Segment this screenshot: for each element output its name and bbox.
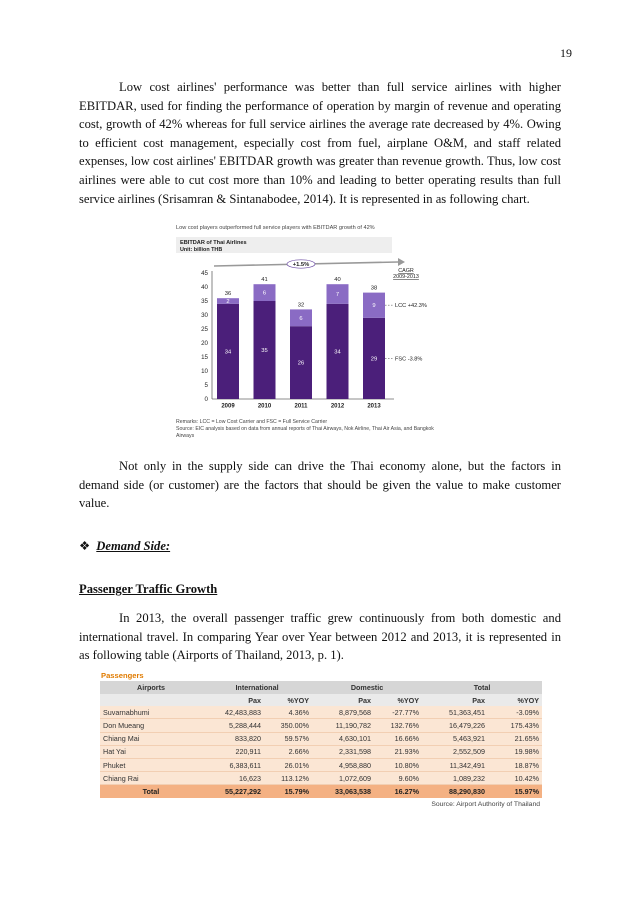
bar-total-label: 38 bbox=[370, 285, 378, 292]
table-cell: 88,290,830 bbox=[422, 785, 488, 798]
airport-name: Don Mueang bbox=[100, 719, 202, 732]
bar-total-label: 41 bbox=[261, 277, 268, 284]
passenger-traffic-heading: Passenger Traffic Growth bbox=[79, 582, 218, 596]
bar-total-label: 32 bbox=[297, 302, 305, 309]
bar-lcc-label: 7 bbox=[335, 292, 340, 298]
lcc-series-label: LCC +42.3% bbox=[395, 303, 427, 310]
sub-header-dom-pax: Pax bbox=[312, 694, 374, 706]
y-tick-label: 25 bbox=[201, 326, 208, 333]
table-cell: 26.01% bbox=[264, 758, 312, 771]
table-cell: 21.93% bbox=[374, 745, 422, 758]
diamond-bullet-icon: ❖ bbox=[79, 539, 91, 553]
table-cell: 42,483,883 bbox=[202, 706, 264, 719]
y-tick-label: 10 bbox=[201, 368, 208, 375]
table-row bbox=[100, 706, 542, 719]
cagr-period-label: 2009-2013 bbox=[393, 274, 419, 280]
ebitdar-chart bbox=[172, 218, 442, 444]
table-cell: 2.66% bbox=[264, 745, 312, 758]
table-cell: 2,552,509 bbox=[422, 745, 488, 758]
table-cell: 220,911 bbox=[202, 745, 264, 758]
header-domestic: Domestic bbox=[312, 681, 422, 694]
table-cell: 132.76% bbox=[374, 719, 422, 732]
y-tick-label: 15 bbox=[201, 354, 208, 361]
table-row bbox=[100, 745, 542, 758]
paragraph-ebitdar: Low cost airlines' performance was better than full service airlines with higher EBITDAR, used for finding the performance of operation by margin of revenue and operating cost, growth of 42% whereas for full service airlines the average rate decreased by 4%. Owing to efficient cost management, especially cost from fuel, airplane O&M, and staff related expenses, low cost airlines' EBITDAR growth was greater than revenue growth. Thus, low cost airlines were able to cut cost more than 10% and leading to better operating results than full service airlines (Srisamran & Sintanabodee, 2014). It is represented in as following chart. bbox=[79, 80, 561, 206]
chart-source: Source: EIC analysis based on data from annual reports of Thai Airways, Nok Airline, Thai Air Asia, and Bangkok bbox=[176, 426, 434, 432]
sub-header-intl-pax: Pax bbox=[202, 694, 264, 706]
y-tick-label: 5 bbox=[204, 382, 208, 389]
bar-total-label: 36 bbox=[224, 291, 232, 298]
table-cell: 16,479,226 bbox=[422, 719, 488, 732]
table-cell: 5,463,921 bbox=[422, 732, 488, 745]
table-cell: 10.80% bbox=[374, 758, 422, 771]
table-cell: 19.98% bbox=[488, 745, 542, 758]
passenger-table bbox=[100, 670, 542, 808]
sub-header-dom-yoy: %YOY bbox=[374, 694, 422, 706]
header-international: International bbox=[202, 681, 312, 694]
table-row bbox=[100, 732, 542, 745]
table-cell: 51,363,451 bbox=[422, 706, 488, 719]
table-cell: -27.77% bbox=[374, 706, 422, 719]
table-cell: 15.97% bbox=[488, 785, 542, 798]
table-cell: 6,383,611 bbox=[202, 758, 264, 771]
x-tick-label: 2013 bbox=[367, 403, 381, 410]
table-cell: 4,958,880 bbox=[312, 758, 374, 771]
chart-remarks: Remarks: LCC = Low Cost Carrier and FSC = Full Service Carrier bbox=[176, 419, 328, 425]
table-cell: 5,288,444 bbox=[202, 719, 264, 732]
table-cell: 16.66% bbox=[374, 732, 422, 745]
chart-subtitle: EBITDAR of Thai Airlines bbox=[180, 240, 247, 246]
page-number: 19 bbox=[560, 46, 572, 60]
table-row bbox=[100, 758, 542, 771]
table-cell: 11,342,491 bbox=[422, 758, 488, 771]
table-cell: 1,072,609 bbox=[312, 772, 374, 785]
growth-label: +1.5% bbox=[292, 262, 310, 268]
demand-side-heading: ❖ Demand Side: bbox=[79, 539, 171, 553]
table-cell: 16,623 bbox=[202, 772, 264, 785]
table-cell: 21.65% bbox=[488, 732, 542, 745]
total-label: Total bbox=[100, 785, 202, 798]
x-tick-label: 2011 bbox=[294, 403, 308, 410]
bar-fsc-label: 34 bbox=[224, 349, 232, 356]
airport-name: Hat Yai bbox=[100, 745, 202, 758]
table-cell: -3.09% bbox=[488, 706, 542, 719]
header-total: Total bbox=[422, 681, 542, 694]
y-tick-label: 40 bbox=[201, 284, 208, 291]
table-cell: 1,089,232 bbox=[422, 772, 488, 785]
sub-header-intl-yoy: %YOY bbox=[264, 694, 312, 706]
x-tick-label: 2012 bbox=[330, 403, 345, 410]
y-tick-label: 20 bbox=[201, 340, 208, 347]
table-cell: 4.36% bbox=[264, 706, 312, 719]
airport-name: Phuket bbox=[100, 758, 202, 771]
bar-lcc-label: 6 bbox=[299, 315, 303, 322]
table-cell: 4,630,101 bbox=[312, 732, 374, 745]
table-cell: 833,820 bbox=[202, 732, 264, 745]
table-cell: 16.27% bbox=[374, 785, 422, 798]
table-cell: 8,879,568 bbox=[312, 706, 374, 719]
y-tick-label: 45 bbox=[201, 270, 208, 277]
table-sub-header-row bbox=[100, 694, 542, 706]
table-cell: 59.57% bbox=[264, 732, 312, 745]
table-cell: 55,227,292 bbox=[202, 785, 264, 798]
fsc-series-label: FSC -3.8% bbox=[395, 356, 423, 363]
airport-name: Chiang Rai bbox=[100, 772, 202, 785]
bar-fsc-label: 26 bbox=[297, 360, 305, 367]
bar-total-label: 40 bbox=[334, 277, 341, 284]
paragraph-demand: Not only in the supply side can drive the Thai economy alone, but the factors in demand side (or customer) are the factors that should be given the value to make customer value. bbox=[79, 459, 561, 511]
chart-source-cont: Airways bbox=[176, 433, 195, 439]
table-cell: 33,063,538 bbox=[312, 785, 374, 798]
table-cell: 350.00% bbox=[264, 719, 312, 732]
table-cell: 11,190,782 bbox=[312, 719, 374, 732]
y-tick-label: 30 bbox=[201, 312, 208, 319]
header-airports: Airports bbox=[100, 681, 202, 694]
chart-unit: Unit: billion THB bbox=[180, 247, 223, 253]
sub-header-total-yoy: %YOY bbox=[488, 694, 542, 706]
table-row bbox=[100, 719, 542, 732]
cagr-label: CAGR bbox=[398, 268, 414, 274]
sub-header-empty bbox=[100, 694, 202, 706]
table-cell: 10.42% bbox=[488, 772, 542, 785]
sub-header-total-pax: Pax bbox=[422, 694, 488, 706]
chart-title: Low cost players outperformed full service players with EBITDAR growth of 42% bbox=[176, 225, 375, 231]
airport-name: Chiang Mai bbox=[100, 732, 202, 745]
bar-fsc-label: 29 bbox=[370, 356, 378, 363]
x-tick-label: 2009 bbox=[221, 403, 235, 410]
airport-name: Suvarnabhumi bbox=[100, 706, 202, 719]
paragraph-passenger: In 2013, the overall passenger traffic grew continuously from both domestic and international travel. In comparing Year over Year between 2012 and 2013, it is represented in as following table (Airports of Thailand, 2013, p. 1). bbox=[79, 611, 561, 663]
bar-lcc-label: 9 bbox=[372, 303, 376, 310]
bar-fsc-label: 34 bbox=[334, 349, 341, 356]
bar-lcc-label: 2 bbox=[226, 299, 230, 305]
table-row bbox=[100, 772, 542, 785]
table-cell: 113.12% bbox=[264, 772, 312, 785]
table-caption: Passengers bbox=[101, 671, 144, 680]
table-cell: 2,331,598 bbox=[312, 745, 374, 758]
table-cell: 175.43% bbox=[488, 719, 542, 732]
table-cell: 18.87% bbox=[488, 758, 542, 771]
x-tick-label: 2010 bbox=[257, 403, 272, 410]
table-cell: 15.79% bbox=[264, 785, 312, 798]
y-tick-label: 0 bbox=[204, 396, 208, 403]
growth-arrow-head bbox=[398, 258, 405, 266]
table-group-header-row bbox=[100, 681, 542, 694]
table-source: Source: Airport Authority of Thailand bbox=[431, 800, 540, 808]
bar-lcc-label: 6 bbox=[262, 290, 267, 297]
bar-fsc-label: 35 bbox=[261, 348, 268, 354]
y-tick-label: 35 bbox=[201, 298, 208, 305]
table-total-row bbox=[100, 785, 542, 798]
table-cell: 9.60% bbox=[374, 772, 422, 785]
